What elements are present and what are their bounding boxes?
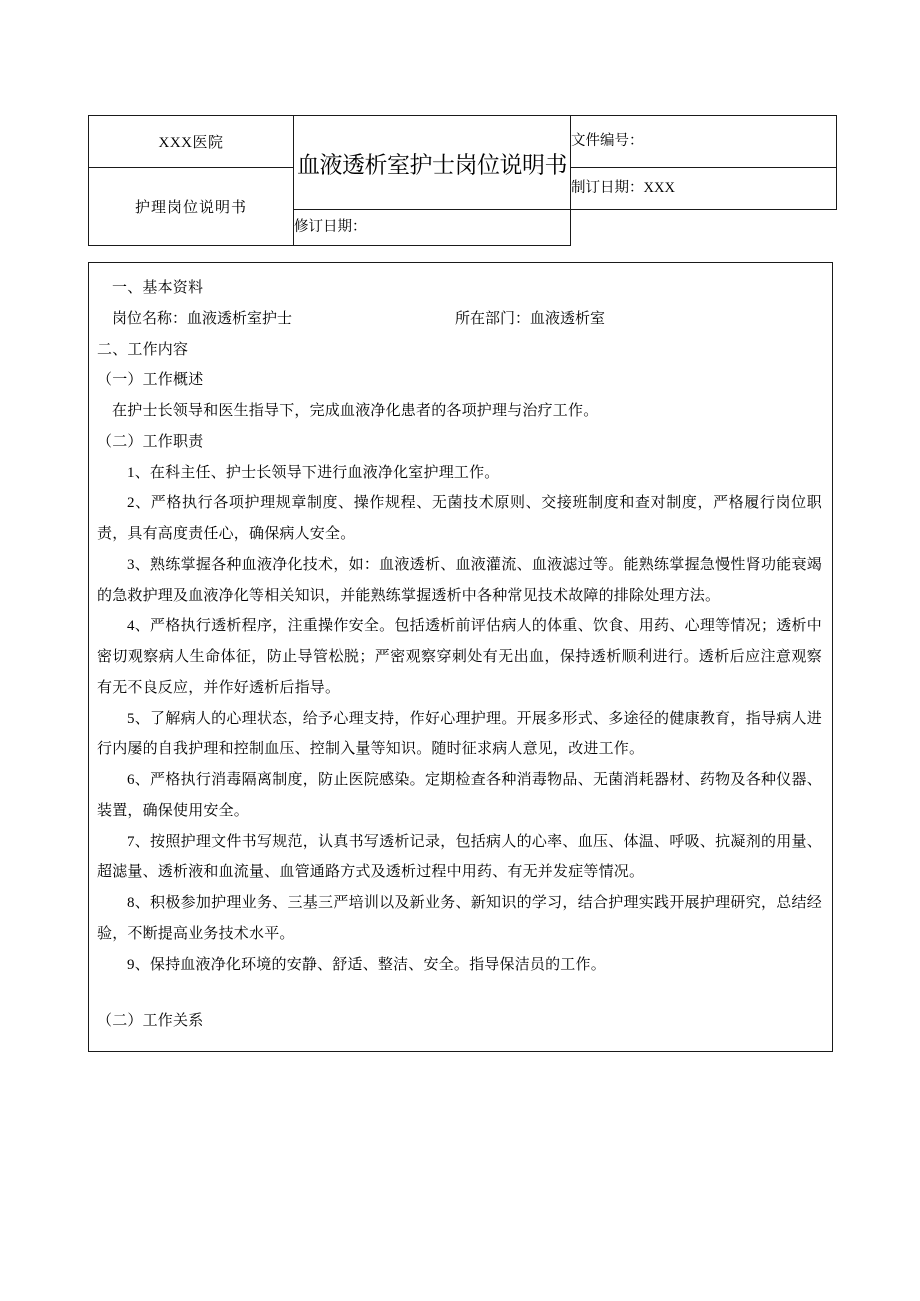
subsection-heading-work-relations: （二）工作关系 xyxy=(97,1013,204,1030)
duty-item: 8、积极参加护理业务、三基三严培训以及新业务、新知识的学习，结合护理实践开展护理研究，总结经验，不断提高业务技术水平。 xyxy=(97,895,822,942)
duty-item: 1、在科主任、护士长领导下进行血液净化室护理工作。 xyxy=(127,464,500,481)
file-number-cell: 文件编号： xyxy=(571,116,837,168)
duty-item: 6、严格执行消毒隔离制度，防止医院感染。定期检查各种消毒物品、无菌消耗器材、药物及各种仪器、装置，确保使用安全。 xyxy=(97,772,822,819)
document-body-table xyxy=(88,262,833,1052)
duty-item: 2、严格执行各项护理规章制度、操作规程、无菌技术原则、交接班制度和查对制度，严格履行岗位职责，具有高度责任心，确保病人安全。 xyxy=(97,495,822,542)
document-title-cell xyxy=(294,116,571,210)
created-date-cell: 制订日期：XXX xyxy=(571,168,837,210)
document-body-content xyxy=(89,263,832,1051)
basic-info-row xyxy=(97,304,822,335)
revised-date-cell: 修订日期： xyxy=(294,210,571,246)
document-kind-cell: 护理岗位说明书 xyxy=(89,168,294,246)
work-overview-text: 在护士长领导和医生指导下，完成血液净化患者的各项护理与治疗工作。 xyxy=(112,403,599,419)
section-heading-basic-info: 一、基本资料 xyxy=(112,280,204,296)
duty-item: 3、熟练掌握各种血液净化技术，如：血液透析、血液灌流、血液滤过等。能熟练掌握急慢性肾功能衰竭的急救护理及血液净化等相关知识，并能熟练掌握透析中各种常见技术故障的排除处理方法。 xyxy=(97,556,822,604)
duty-item: 7、按照护理文件书写规范，认真书写透析记录，包括病人的心率、血压、体温、呼吸、抗凝剂的用量、超滤量、透析液和血流量、血管通路方式及透析过程中用药、有无并发症等情况。 xyxy=(97,833,822,881)
document-title: 血液透析室护士岗位说明书 xyxy=(297,152,567,178)
organization-cell: XXX医院 xyxy=(89,116,294,168)
duty-item: 4、严格执行透析程序，注重操作安全。包括透析前评估病人的体重、饮食、用药、心理等情况；透析中密切观察病人生命体征，防止导管松脱；严密观察穿刺处有无出血，保持透析顺利进行。透析后应注意观察有无不良反应，并作好透析后指导。 xyxy=(97,618,822,696)
header-row-1 xyxy=(89,116,837,168)
subsection-heading-work-overview: （一）工作概述 xyxy=(97,372,204,389)
subsection-heading-work-duties: （二）工作职责 xyxy=(97,433,204,450)
document-header-table xyxy=(88,115,837,246)
department-label: 所在部门：血液透析室 xyxy=(455,310,606,327)
position-name-label: 岗位名称：血液透析室护士 xyxy=(112,310,293,327)
section-heading-work-content: 二、工作内容 xyxy=(97,341,189,358)
duty-item: 9、保持血液净化环境的安静、舒适、整洁、安全。指导保洁员的工作。 xyxy=(127,956,606,973)
duty-item: 5、了解病人的心理状态，给予心理支持，作好心理护理。开展多形式、多途径的健康教育，指导病人进行内屡的自我护理和控制血压、控制入量等知识。随时征求病人意见，改进工作。 xyxy=(97,710,822,758)
body-spacer xyxy=(97,980,822,1006)
